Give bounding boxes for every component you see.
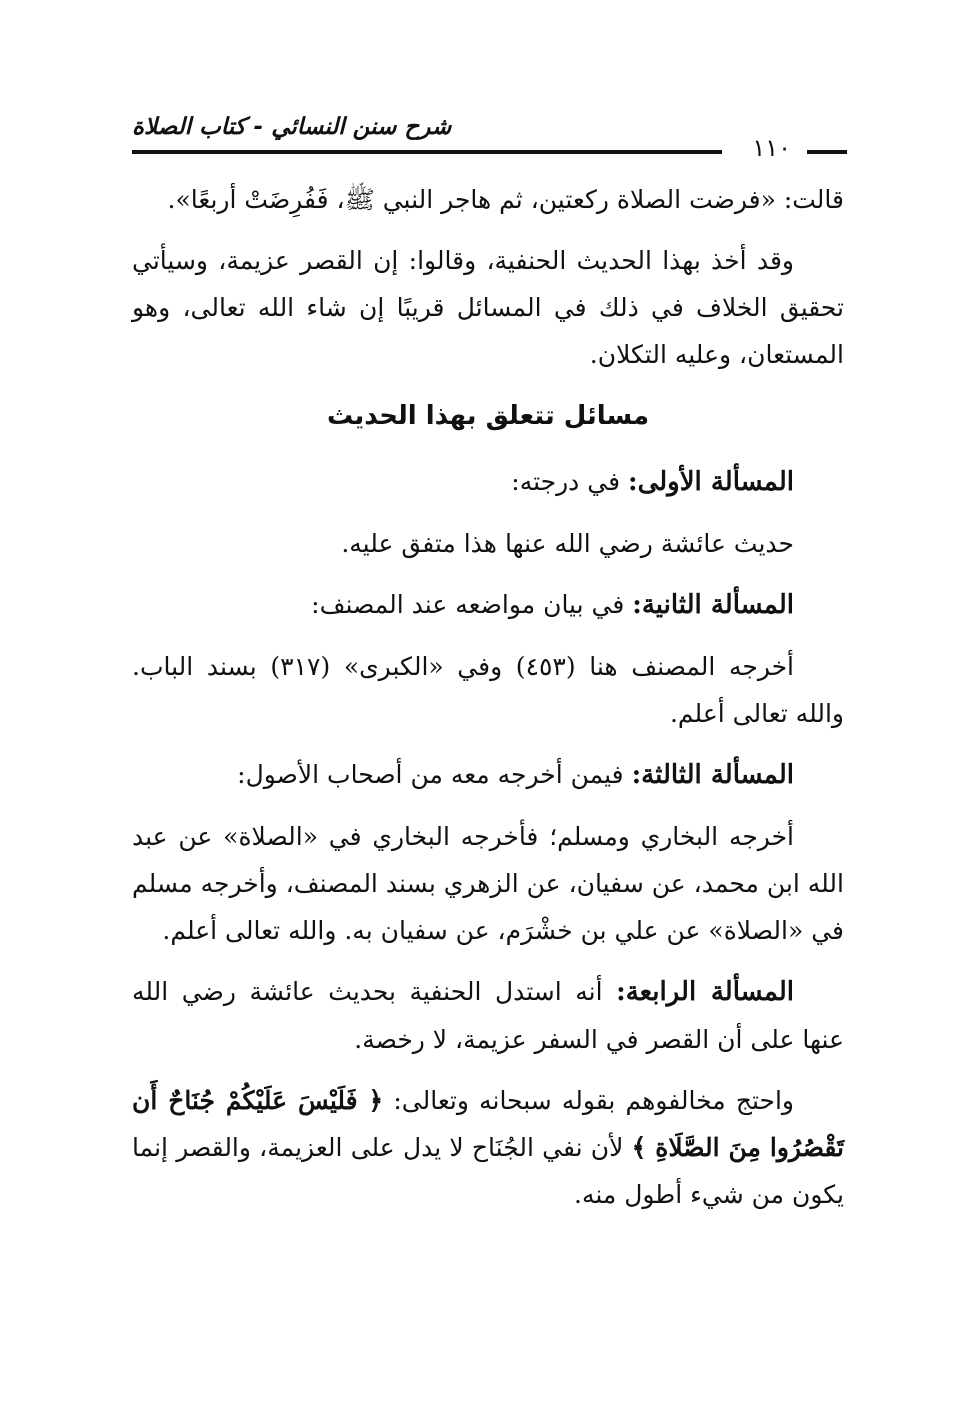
issue-second-body: أخرجه المصنف هنا (٤٥٣) وفي «الكبرى» (٣١٧) بسند الباب. والله تعالى أعلم. [132,652,844,728]
issue-second-label: المسألة الثانية: [632,590,794,620]
issue-third [132,751,844,799]
running-header [132,110,847,160]
page-number: ١١٠ [752,134,791,162]
issue-third-label: المسألة الثالثة: [631,760,794,790]
issue-fourth [132,968,844,1063]
counter-argument-rest: لأن نفي الجُنَاح لا يدل على العزيمة، والقصر إنما يكون من شيء أطول منه. [132,1133,844,1209]
section-heading: مسائل تتعلق بهذا الحديث [326,401,650,431]
issue-first-label: المسألة الأولى: [627,467,794,497]
header-rule [132,150,722,154]
issue-third-body: أخرجه البخاري ومسلم؛ فأخرجه البخاري في «الصلاة» عن عبد الله ابن محمد، عن سفيان، عن الزهري بسند المصنف، وأخرجه مسلم في «الصلاة» عن علي بن خشْرَم، عن سفيان به. والله تعالى أعلم. [132,822,844,945]
issue-first [132,458,844,506]
running-header-title: شرح سنن النسائي - كتاب الصلاة [132,114,452,140]
paragraph-hadith-quote: قالت: «فرضت الصلاة ركعتين، ثم هاجر النبي ﷺ، فَفُرِضَتْ أربعًا». [167,185,844,214]
issue-third-title: فيمن أخرجه معه من أصحاب الأصول: [237,760,624,789]
issue-fourth-label: المسألة الرابعة: [616,977,794,1007]
page-number-dash [807,150,847,154]
counter-argument-intro: واحتج مخالفوهم بقوله سبحانه وتعالى: [393,1086,794,1115]
issue-first-body: حديث عائشة رضي الله عنها هذا متفق عليه. [341,529,794,558]
issue-second [132,581,844,629]
issue-second-title: في بيان مواضعه عند المصنف: [311,590,625,619]
issue-first-title: في درجته: [511,467,621,496]
paragraph-counter-argument [132,1077,844,1218]
paragraph-hanafi-opinion: وقد أخذ بهذا الحديث الحنفية، وقالوا: إن القصر عزيمة، وسيأتي تحقيق الخلاف في ذلك في المسائل قريبًا إن شاء الله تعالى، وهو المستعان، وعليه التكلان. [132,246,844,369]
issue-fourth-body: أنه استدل الحنفية بحديث عائشة رضي الله عنها على أن القصر في السفر عزيمة، لا رخصة. [132,977,844,1054]
quran-verse: ﴿ فَلَيْسَ عَلَيْكُمْ جُنَاحٌ أَن تَقْصُرُوا مِنَ الصَّلَاةِ ﴾ [132,1086,845,1162]
body-text [132,176,844,1232]
